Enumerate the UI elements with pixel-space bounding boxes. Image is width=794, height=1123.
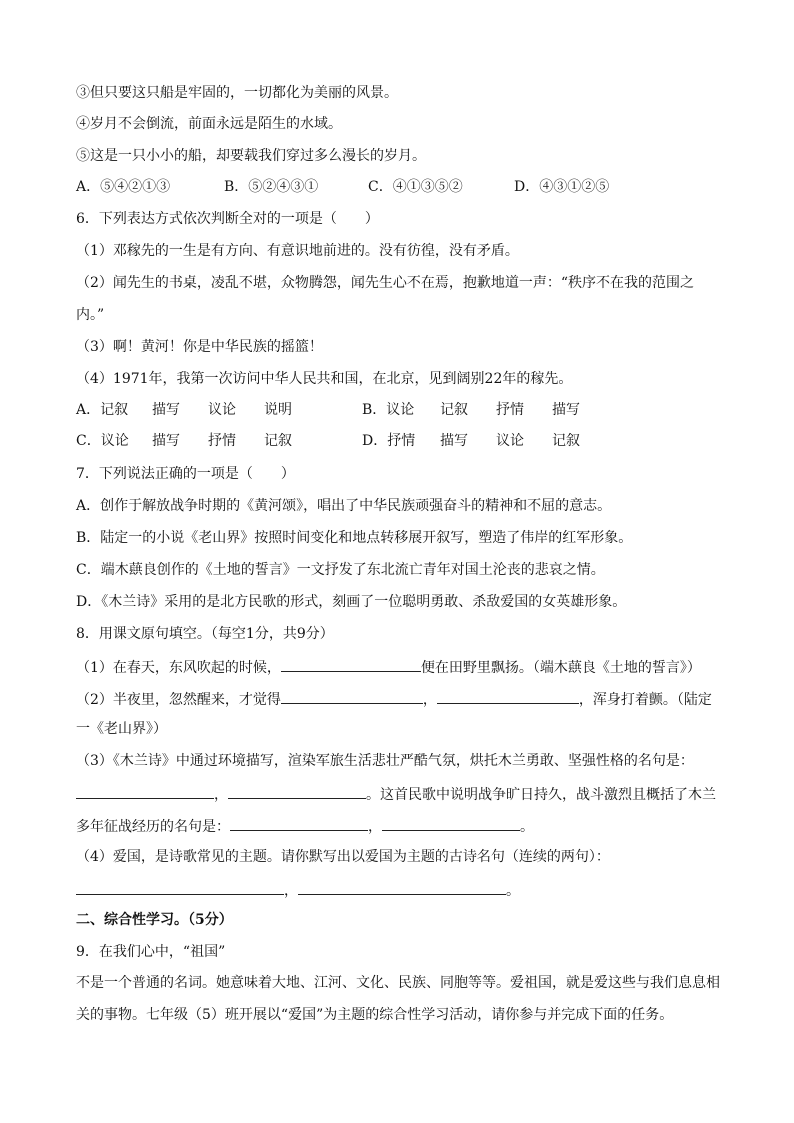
q9-paragraph-line-2: 关的事物。七年级（5）班开展以“爱国”为主题的综合性学习活动，请你参与并完成下面的任务。 [76, 1007, 674, 1023]
q8-item-2-suffix: ，浑身打着颤。（陆定 [578, 692, 712, 708]
q8-comma-2: ， [368, 819, 382, 835]
q5-option-b: B．⑤②④③① [224, 179, 319, 195]
q8-blank-6[interactable] [230, 816, 368, 831]
q6-option-c-3: 抒情 [208, 433, 236, 449]
q8-blank-5[interactable] [228, 784, 366, 799]
q8-blank-4[interactable] [76, 784, 214, 799]
sentence-4: ④岁月不会倒流，前面永远是陌生的水域。 [76, 116, 342, 132]
q7-option-c: C．端木蕻良创作的《土地的誓言》一文抒发了东北流亡青年对国土沦丧的悲哀之情。 [76, 562, 605, 578]
q5-option-a: A．⑤④②①③ [76, 179, 171, 195]
q7-option-d: D．《木兰诗》采用的是北方民歌的形式，刻画了一位聪明勇敢、杀敌爱国的女英雄形象。 [76, 594, 627, 610]
q9-paragraph-line-1: 不是一个普通的名词。她意味着大地、江河、文化、民族、同胞等等。爱祖国，就是爱这些与我们息息相 [76, 975, 720, 991]
q5-option-d: D．④③①②⑤ [514, 179, 610, 195]
q6-option-b-4: 描写 [552, 402, 580, 418]
q8-blank-9[interactable] [298, 880, 506, 895]
q8-period-2: 。 [506, 883, 520, 899]
q8-blank-7[interactable] [382, 816, 520, 831]
q6-option-d-2: 描写 [440, 433, 468, 449]
q6-option-d-4: 记叙 [552, 433, 580, 449]
q6-option-c-4: 记叙 [264, 433, 292, 449]
q6-option-b-2: 记叙 [440, 402, 468, 418]
q6-option-c-2: 描写 [152, 433, 180, 449]
q6-option-a-4: 说明 [264, 402, 292, 418]
q6-item-4: （4）1971年，我第一次访问中华人民共和国，在北京，见到阔别22年的稼先。 [76, 371, 573, 387]
q6-item-2-cont: 内。” [76, 307, 105, 323]
q8-item-3: （3）《木兰诗》中通过环境描写，渲染军旅生活悲壮严酷气氛，烘托木兰勇敢、坚强性格的名句是： [76, 753, 694, 769]
section-2-title: 二、综合性学习。（5分） [76, 912, 233, 928]
q8-period-1: 。 [520, 819, 534, 835]
q8-item-2-prefix: （2）半夜里，忽然醒来，才觉得 [76, 692, 281, 708]
q6-option-b-3: 抒情 [496, 402, 524, 418]
q7-stem: 7．下列说法正确的一项是（ ） [76, 466, 295, 482]
sentence-3: ③但只要这只船是牢固的，一切都化为美丽的风景。 [76, 85, 398, 101]
q6-option-a-2: 描写 [152, 402, 180, 418]
q6-option-c-1: C．议论 [76, 433, 129, 449]
q6-option-b-1: B．议论 [362, 402, 415, 418]
q8-comma-3: ， [284, 883, 298, 899]
q7-option-b: B．陆定一的小说《老山界》按照时间变化和地点转移展开叙写，塑造了伟岸的红军形象。 [76, 530, 633, 546]
q8-comma-1: ， [214, 787, 228, 803]
q8-item-4: （4）爱国，是诗歌常见的主题。请你默写出以爱国为主题的古诗名句（连续的两句）： [76, 849, 610, 865]
q8-item-3-prefix: 多年征战经历的名句是： [76, 819, 230, 835]
q8-item-3-after: 。这首民歌中说明战争旷日持久，战斗激烈且概括了木兰 [366, 787, 716, 803]
q6-option-d-3: 议论 [496, 433, 524, 449]
q8-item-3-line3 [76, 816, 534, 836]
q8-item-1-prefix: （1）在春天，东风吹起的时候， [76, 660, 281, 676]
q8-blank-2[interactable] [281, 689, 423, 704]
q8-blank-1[interactable] [281, 657, 421, 672]
q8-item-1-suffix: 便在田野里飘扬。（端木蕻良《土地的誓言》） [420, 660, 701, 676]
q8-item-2 [76, 689, 712, 709]
sentence-5: ⑤这是一只小小的船，却要载我们穿过多么漫长的岁月。 [76, 148, 426, 164]
q8-blank-3[interactable] [437, 689, 579, 704]
q6-item-1: （1）邓稼先的一生是有方向、有意识地前进的。没有彷徨，没有矛盾。 [76, 243, 519, 259]
q8-item-2-comma: ， [422, 692, 437, 708]
q5-option-c: C．④①③⑤② [368, 179, 463, 195]
q7-option-a: A．创作于解放战争时期的《黄河颂》，唱出了中华民族顽强奋斗的精神和不屈的意志。 [76, 498, 612, 514]
q6-option-a-1: A．记叙 [76, 402, 129, 418]
q6-item-3: （3）啊！黄河！你是中华民族的摇篮！ [76, 339, 323, 355]
q9-stem: 9．在我们心中，“祖国” [76, 944, 226, 960]
q8-item-3-line2 [76, 784, 716, 804]
q8-blank-8[interactable] [76, 880, 284, 895]
q8-item-4-line2 [76, 880, 520, 900]
q8-item-2-cont: 一《老山界》） [76, 721, 167, 737]
q6-option-a-3: 议论 [208, 402, 236, 418]
q6-stem: 6．下列表达方式依次判断全对的一项是（ ） [76, 211, 379, 227]
q8-stem: 8．用课文原句填空。（每空1分，共9分） [76, 626, 334, 642]
q6-item-2: （2）闻先生的书桌，凌乱不堪，众物腾怨，闻先生心不在焉，抱歉地道一声：“秩序不在我的范围之 [76, 275, 695, 291]
q6-option-d-1: D．抒情 [362, 433, 416, 449]
q8-item-1 [76, 657, 701, 677]
